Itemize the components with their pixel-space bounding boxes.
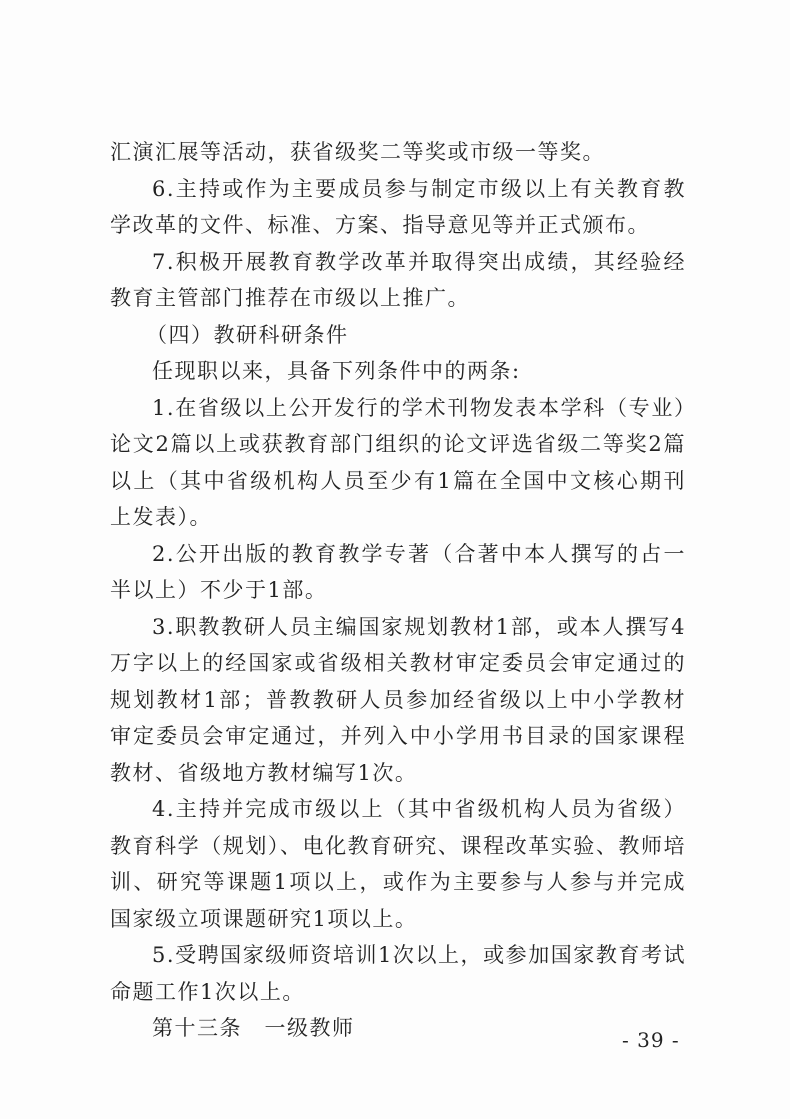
page-number: - 39 - (622, 1028, 680, 1052)
paragraph-item-7: 7.积极开展教育教学改革并取得突出成绩，其经验经教育主管部门推荐在市级以上推广。 (110, 249, 686, 310)
paragraph-condition-1: 1.在省级以上公开发行的学术刊物发表本学科（专业）论文2篇以上或获教育部门组织的论文评选省级二等奖2篇以上（其中省级机构人员至少有1篇在全国中文核心期刊上发表）。 (110, 395, 686, 529)
article-heading: 第十三条 一级教师 (152, 1016, 355, 1040)
paragraph-intro: 任现职以来，具备下列条件中的两条: (152, 359, 521, 383)
paragraph-continuation: 汇演汇展等活动，获省级奖二等奖或市级一等奖。 (110, 140, 605, 164)
document-body (110, 134, 686, 1047)
paragraph-condition-3: 3.职教教研人员主编国家规划教材1部，或本人撰写4万字以上的经国家或省级相关教材审定委员会审定通过的规划教材1部；普教教研人员参加经省级以上中小学教材审定委员会审定通过，并列入中小学用书目录的国家课程教材、省级地方教材编写1次。 (110, 614, 686, 785)
section-heading: （四）教研科研条件 (146, 322, 349, 347)
paragraph-item-6: 6.主持或作为主要成员参与制定市级以上有关教育教学改革的文件、标准、方案、指导意见等并正式颁布。 (110, 176, 686, 237)
paragraph-condition-2: 2.公开出版的教育教学专著（合著中本人撰写的占一半以上）不少于1部。 (110, 541, 686, 602)
paragraph-condition-4: 4.主持并完成市级以上（其中省级机构人员为省级）教育科学（规划）、电化教育研究、课程改革实验、教师培训、研究等课题1项以上，或作为主要参与人参与并完成国家级立项课题研究1项以上。 (110, 797, 686, 931)
paragraph-condition-5: 5.受聘国家级师资培训1次以上，或参加国家教育考试命题工作1次以上。 (110, 943, 686, 1004)
